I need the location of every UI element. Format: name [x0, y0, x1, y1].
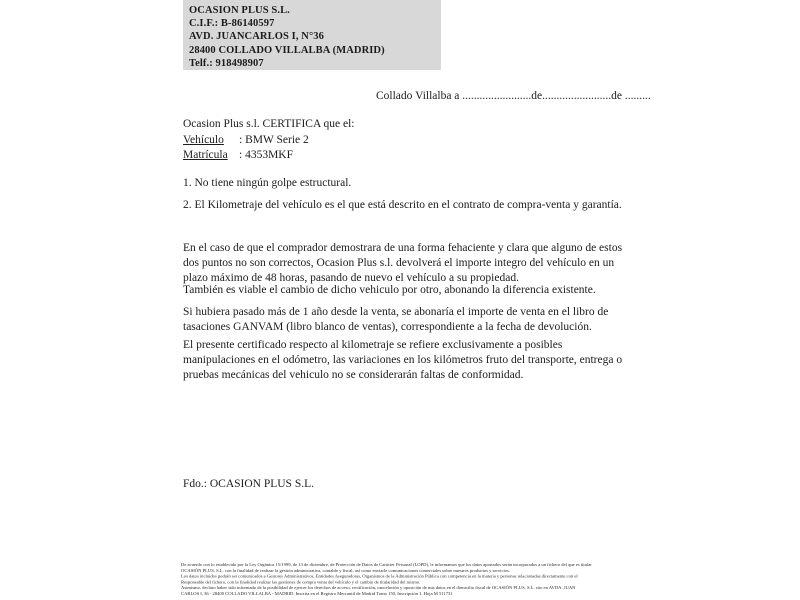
- company-header: [183, 0, 441, 70]
- plate-label: Matrícula: [183, 149, 228, 161]
- company-address: AVD. JUANCARLOS I, N°36: [189, 31, 324, 43]
- certification-intro: Ocasion Plus s.l. CERTIFICA que el:: [183, 118, 355, 130]
- legal-footer-line: CARLOS I, 36 - 28400 COLLADO VILLALBA - MADRID. Inscrita en el Registro Mercantil de Madrid Tomo 150, Inscripción 1, Hoja M 511731: [181, 590, 453, 596]
- legal-footer-line: Responsable del fichero, con la finalidad realizar las gestiones de compra venta del vehículo y el cambio de titularidad del mismo.: [181, 579, 421, 585]
- vehicle-label: Vehículo: [183, 133, 224, 146]
- legal-footer-line: Asimismo, declaro haber sido informado de la posibilidad de ejercer los derechos de acceso, rectificación, cancelación y oposición de mis datos en el domicilio fiscal de OCASIÓN PLUS, S.L. sito en AVDA. JUAN: [181, 585, 576, 591]
- certification-block: [183, 117, 355, 164]
- company-name: OCASION PLUS S.L.: [189, 5, 290, 16]
- signature-line: Fdo.: OCASION PLUS S.L.: [183, 478, 314, 490]
- vehicle-field: [183, 133, 355, 149]
- company-city: 28400 COLLADO VILLALBA (MADRID): [189, 44, 385, 56]
- vehicle-value: BMW Serie 2: [245, 133, 309, 146]
- legal-footer-line: OCASIÓN PLUS, S.L. con la finalidad de realizar la gestión administrativa, contable y fiscal, así como enviarle comunicaciones comerciales sobre nuestros productos y servicios.: [181, 567, 510, 573]
- plate-field: [183, 148, 355, 164]
- legal-footer-line: De acuerdo con lo establecido por la Ley Orgánica 15/1999, de 13 de diciembre, de Protección de Datos de Carácter Personal (LOPD), le informamos que los datos aportados serán incorporados a un fichero del que es titular: [181, 562, 592, 567]
- date-fill-in-line: Collado Villalba a ........................de........................de .........: [376, 90, 651, 102]
- company-cif: C.I.F.: B-86140597: [189, 18, 275, 30]
- paragraph-refund-policy: En el caso de que el comprador demostrara de una forma fehaciente y clara que alguno de estos dos puntos no son correctos, Ocasion Plus s.l. devolverá el importe integro del vehículo en un plazo máximo de 48 horas, pasando de nuevo el vehículo a su propiedad.: [183, 242, 623, 284]
- plate-value: 4353MKF: [245, 149, 294, 161]
- vehicle-separator: :: [239, 133, 243, 146]
- clause-item-1: 1. No tiene ningún golpe estructural.: [183, 177, 352, 189]
- plate-separator: :: [239, 149, 243, 161]
- legal-footer: [181, 562, 621, 597]
- paragraph-odometer-disclaimer: El presente certificado respecto al kilometraje se refiere exclusivamente a posibles manipulaciones en el odómetro, las variaciones en los kilómetros fruto del transporte, entrega o pruebas mecánicas del vehiculo no se considerarán faltas de conformidad.: [183, 339, 623, 381]
- clause-item-2: 2. El Kilometraje del vehículo es el que está descrito en el contrato de compra-venta y garantía.: [183, 199, 622, 211]
- company-phone: Telf.: 918498907: [189, 57, 264, 69]
- paragraph-exchange-option: También es viable el cambio de dicho vehiculo por otro, abonando la diferencia existente.: [183, 284, 596, 296]
- legal-footer-line: Los datos incluidos podrán ser comunicados a Gestores Administrativos, Entidades Aseguradoras, Organismos de la Administración Pública con competencia en la materia y personas relacionadas directamente con el: [181, 573, 578, 579]
- paragraph-ganvam-valuation: Si hubiera pasado más de 1 año desde la venta, se abonaría el importe de venta en el libro de tasaciones GANVAM (libro blanco de ventas), correspondiente a la fecha de devolución.: [183, 306, 609, 333]
